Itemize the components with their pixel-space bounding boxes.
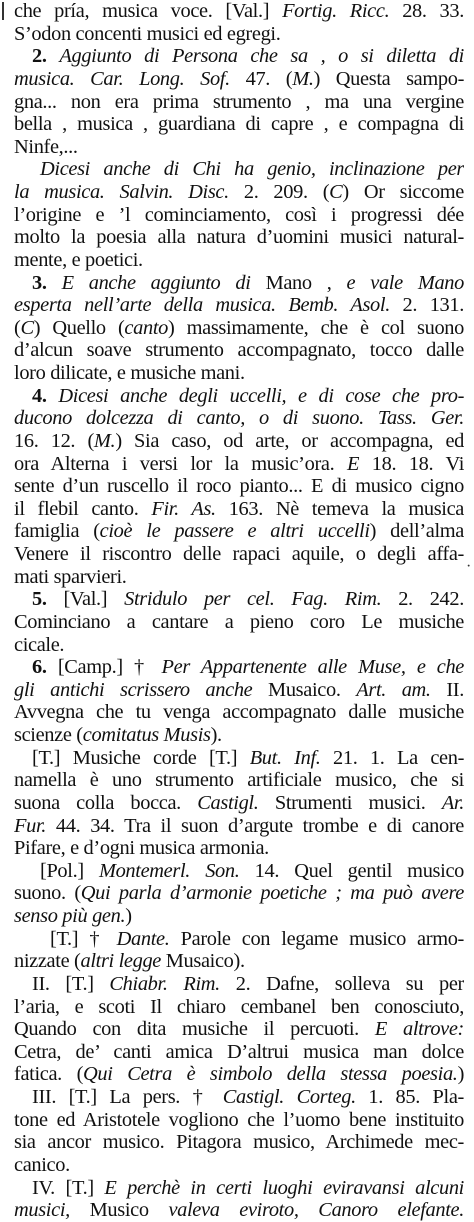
text-segment: Cetra, de’ canti amica D’altrui musica man dolce (14, 1040, 464, 1063)
italic-segment: e vale Mano (346, 271, 464, 294)
text-segment: 44. 34. Tra il suon d’argute trombe e di canore (46, 814, 464, 837)
text-line (14, 339, 464, 362)
text-line (14, 815, 464, 838)
italic-segment: Per Appartenente alle Muse, e che (161, 656, 464, 679)
text-line (14, 769, 464, 792)
text-segment: 18. 18. Vi (359, 452, 464, 475)
text-line (14, 860, 464, 883)
text-line (14, 1177, 464, 1200)
italic-segment: Art. am. (356, 678, 431, 701)
text-segment (47, 45, 60, 67)
text-segment: Venere il riscontro delle rapaci aquile, o degli affa- (14, 543, 464, 565)
text-segment: tone ed Aristotele vogliono che l’uomo bene instituito (14, 1108, 464, 1131)
italic-segment: Castigl. Corteg. (222, 1086, 356, 1108)
italic-segment: Ar. (441, 791, 464, 814)
text-line (14, 566, 464, 589)
text-line (14, 23, 464, 46)
text-segment: ( (14, 316, 21, 339)
text-segment: l’aria, e scoti Il chiaro cembanel ben conosciuto, (14, 995, 464, 1018)
text-line (14, 792, 464, 815)
text-segment: loro dilicate, e musiche mani. (14, 362, 245, 384)
text-line (14, 1154, 464, 1177)
text-segment: 14. Quel gentil musico (239, 859, 464, 882)
text-segment: 16. 12. ( (14, 429, 94, 452)
italic-segment: Qui parla d’armonie poetiche ; ma può avere (80, 882, 464, 905)
text-segment: Musaico). (161, 950, 245, 973)
italic-segment: Dicesi anche di Chi ha genio, inclinazione per (40, 158, 464, 181)
text-line (14, 656, 464, 679)
margin-mark (2, 2, 4, 20)
text-segment: mente, e poetici. (14, 248, 143, 271)
bold-segment: 3. (32, 271, 47, 294)
italic-segment: Montemerl. Son. (98, 859, 240, 882)
text-line (14, 45, 464, 68)
text-segment: [Camp.] † (46, 656, 162, 679)
text-line (14, 68, 464, 91)
text-segment: sente d’un ruscello il roco pianto... E di musico cigno (14, 475, 464, 498)
text-segment: 163. Nè temeva la musica (215, 497, 464, 520)
text-segment: d’alcun soave strumento accompagnato, tocco dalle (14, 339, 464, 362)
text-line (14, 1086, 464, 1109)
italic-segment: E (347, 452, 360, 475)
text-line (14, 837, 464, 860)
text-line (14, 679, 464, 702)
italic-segment: E anche aggiunto di (61, 271, 251, 294)
italic-segment: comitatus Musis (82, 724, 211, 746)
text-line (14, 249, 464, 272)
text-segment: famiglia ( (14, 520, 100, 543)
italic-segment: Stridulo per cel. Fag. Rim. (124, 588, 382, 611)
text-line (14, 1131, 464, 1154)
text-segment: che pría, musica voce. [Val.] (14, 0, 283, 22)
text-line (14, 1063, 464, 1086)
italic-segment: Chiabr. Rim. (109, 972, 220, 995)
italic-segment: senso più gen. (14, 905, 126, 927)
text-segment: ) massimamente, che è col suono (167, 316, 464, 339)
italic-segment: musica. Car. Long. Sof. (14, 67, 230, 90)
text-segment: canico. (14, 1153, 70, 1176)
text-segment: sia ancor musico. Pitagora musico, Archimede mec- (14, 1131, 464, 1154)
italic-segment: E perchè in certi luoghi eviravansi alcuni (104, 1176, 464, 1199)
text-segment: ) dell’alma (369, 520, 464, 543)
text-segment: nizzate ( (14, 950, 81, 973)
text-segment (47, 385, 59, 407)
italic-segment: C (329, 181, 343, 203)
text-line (14, 1109, 464, 1132)
italic-segment: M. (292, 67, 314, 90)
text-line (14, 1018, 464, 1041)
bold-segment: 4. (32, 384, 47, 407)
text-segment: Parole con legame musico armo- (169, 927, 464, 950)
text-segment: 1. 85. Pla- (355, 1086, 464, 1108)
text-segment: IV. [T.] (32, 1176, 105, 1199)
text-line (14, 611, 464, 634)
text-line (14, 91, 464, 114)
italic-segment: cioè le passere e altri uccelli (99, 520, 370, 543)
bold-segment: 2. (32, 45, 47, 68)
text-segment: ora Alterna i versi lor la music’ora. (14, 452, 347, 475)
text-line (14, 294, 464, 317)
text-line (14, 113, 464, 136)
text-line (14, 475, 464, 498)
italic-segment: gli antichi scrissero anche (14, 678, 253, 701)
text-segment: Ninfe,... (14, 135, 78, 158)
italic-segment: canto (124, 316, 168, 339)
italic-segment: ducono dolcezza di canto, o di suono. Tass. Ger. (14, 407, 464, 430)
italic-segment: Dante. (116, 927, 170, 950)
text-segment: l’origine e ’l cominciamento, così i progressi dée (14, 203, 464, 226)
text-segment: ) (457, 1063, 464, 1086)
text-segment: ) Sia caso, od arte, or accompagna, ed (115, 429, 464, 452)
text-line (14, 362, 464, 385)
text-segment: ) (125, 905, 132, 927)
italic-segment: Aggiunto di Persona che sa , o si diletta di (59, 45, 464, 68)
text-segment: scienze ( (14, 724, 83, 746)
text-line (14, 634, 464, 657)
text-line (14, 453, 464, 476)
italic-segment: altri legge (80, 950, 161, 973)
italic-segment: esperta nell’arte della musica. Bemb. Asol. (14, 294, 390, 317)
text-line (14, 950, 464, 973)
text-segment: il flebil canto. (14, 497, 152, 520)
italic-segment: Fir. As. (151, 497, 216, 520)
text-line (14, 136, 464, 159)
text-segment: mati sparvieri. (14, 565, 127, 588)
text-line (14, 588, 464, 611)
text-line (14, 204, 464, 227)
text-segment: ). (210, 724, 222, 746)
text-line (14, 181, 464, 204)
text-segment: molto la poesia alla natura d’uomini musici natural- (14, 226, 464, 249)
text-segment: ) Questa sampo- (313, 67, 464, 90)
text-segment: fatica. ( (14, 1063, 84, 1086)
text-segment: Mano , (250, 271, 347, 294)
text-line (14, 0, 464, 23)
text-line (14, 1199, 464, 1222)
italic-segment: Fortig. Ricc. (282, 0, 390, 22)
text-segment: suona colla bocca. (14, 791, 198, 814)
text-line (14, 407, 464, 430)
italic-segment: la musica. Salvin. Disc. (14, 181, 229, 203)
text-segment (47, 272, 62, 294)
text-segment: suono. ( (14, 882, 81, 905)
margin-mark: · (466, 558, 471, 575)
text-segment: 2. 242. (381, 588, 464, 611)
text-segment: [Pol.] (40, 859, 99, 882)
italic-segment: But. Inf. (249, 746, 321, 769)
text-segment: 21. 1. La cen- (320, 746, 464, 769)
italic-segment: M. (93, 429, 116, 452)
text-segment: 28. 33. (389, 0, 464, 22)
text-segment: cicale. (14, 633, 65, 656)
text-segment: 47. ( (229, 67, 293, 90)
text-segment: bella , musica , guardiana di capre , e compagna di (14, 113, 464, 136)
text-segment: Quando con dita musiche il percuoti. (14, 1018, 375, 1041)
italic-segment: C (20, 316, 34, 339)
text-segment: 2. 209. ( (228, 181, 330, 203)
text-segment: [T.] Musiche corde [T.] (32, 746, 250, 769)
text-line (14, 724, 464, 747)
text-line (14, 701, 464, 724)
text-segment: Avvegna che tu venga accompagnato dalle musiche (14, 701, 464, 724)
bold-segment: 5. (32, 588, 47, 611)
text-line (14, 1041, 464, 1064)
text-line (14, 747, 464, 770)
italic-segment: Dicesi anche degli uccelli, e di cose che pro- (58, 384, 464, 407)
text-segment: 2. 131. (389, 294, 464, 317)
text-segment: gna... non era prima strumento , ma una vergine (14, 90, 464, 113)
text-segment: Strumenti musici. (258, 791, 442, 814)
italic-segment: E altrove: (374, 1018, 464, 1041)
italic-segment: valeva eviroto, Canoro elefante. (168, 1199, 464, 1222)
text-segment: II. [T.] (32, 972, 110, 995)
text-segment: Cominciano a cantare a pieno coro Le musiche (14, 610, 464, 633)
text-line (14, 158, 464, 181)
text-line (14, 520, 464, 543)
text-segment: [T.] † (50, 927, 117, 950)
text-line (14, 272, 464, 295)
dictionary-entry-text (14, 0, 464, 1222)
text-line (14, 226, 464, 249)
text-line (14, 430, 464, 453)
italic-segment: Qui Cetra è simbolo della stessa poesia. (83, 1063, 458, 1086)
text-segment: Musaico. (252, 678, 357, 701)
text-line (14, 928, 464, 951)
italic-segment: musici, (14, 1199, 70, 1222)
text-line (14, 498, 464, 521)
text-segment: II. (430, 678, 464, 701)
text-line (14, 543, 464, 566)
text-segment: Pifare, e d’ogni musica armonia. (14, 837, 269, 860)
text-segment: Musico (69, 1199, 169, 1222)
text-line (14, 385, 464, 408)
text-line (14, 905, 464, 928)
text-line (14, 996, 464, 1019)
text-segment: [Val.] (46, 588, 125, 611)
text-segment: S’odon concenti musici ed egregi. (14, 22, 281, 45)
text-segment: III. [T.] La pers. † (32, 1086, 223, 1108)
text-line (14, 317, 464, 340)
text-segment: 2. Dafne, solleva su per (219, 972, 464, 995)
text-segment: ) Or siccome (342, 181, 464, 203)
text-segment: namella è uno strumento artificiale musico, che si (14, 769, 464, 792)
text-line (14, 882, 464, 905)
bold-segment: 6. (32, 656, 47, 679)
italic-segment: Castigl. (197, 791, 259, 814)
text-line (14, 973, 464, 996)
italic-segment: Fur. (14, 814, 47, 837)
text-segment: ) Quello ( (33, 316, 125, 339)
